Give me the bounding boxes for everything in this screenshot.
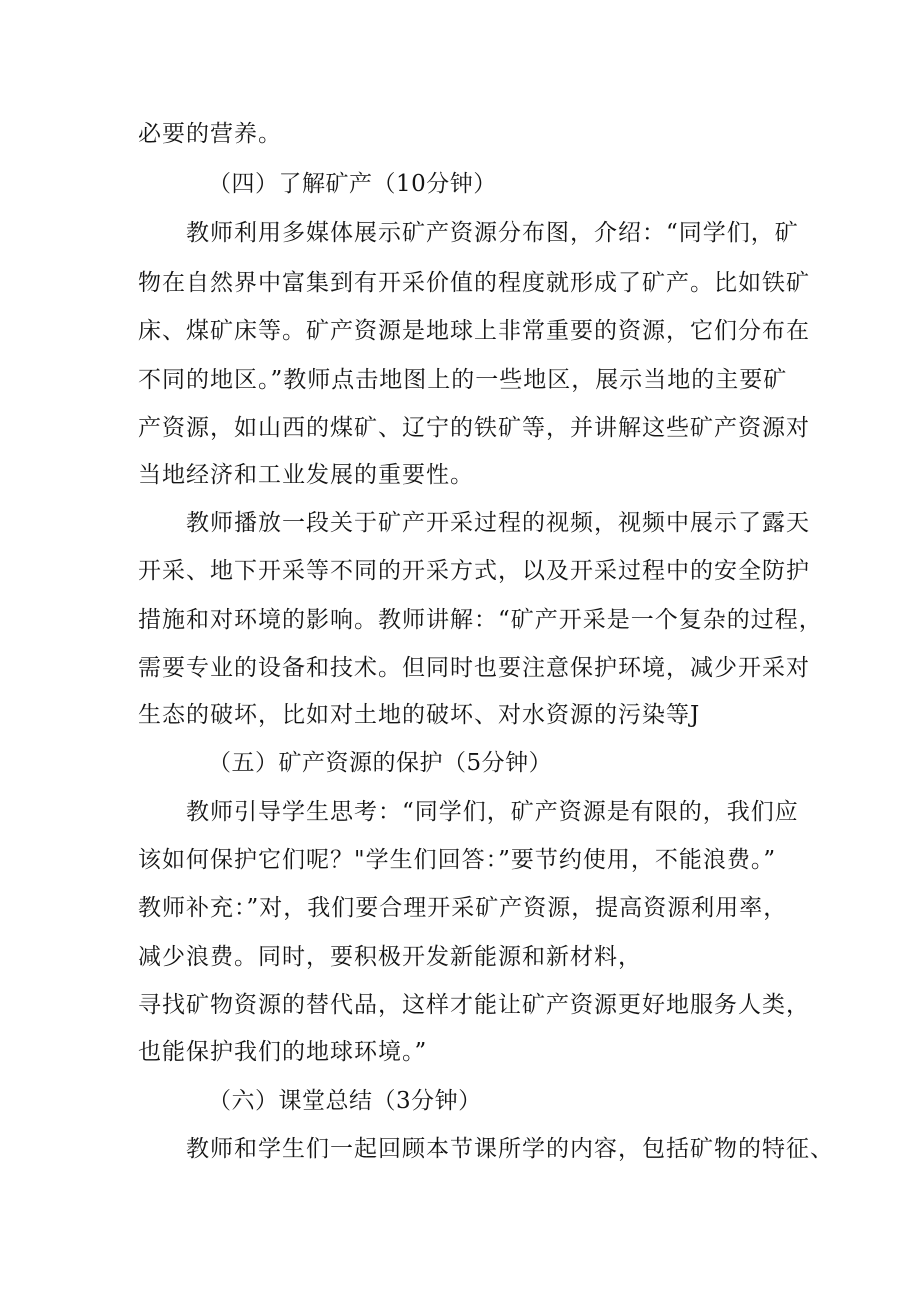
paragraph-line: 产资源，如山西的煤矿、辽宁的铁矿等，并讲解这些矿产资源对 bbox=[138, 415, 810, 441]
paragraph-line: 教师播放一段关于矿产开采过程的视频，视频中展示了露天 bbox=[186, 510, 810, 536]
paragraph-line: 教师和学生们一起回顾本节课所学的内容，包括矿物的特征、 bbox=[186, 1136, 834, 1162]
paragraph-line: 教师引导学生思考：“同学们，矿产资源是有限的，我们应 bbox=[186, 799, 799, 825]
paragraph-line: 也能保护我们的地球环境。” bbox=[138, 1039, 428, 1065]
paragraph-line: 减少浪费。同时，要积极开发新能源和新材料， bbox=[138, 944, 642, 970]
section-heading-four: （四）了解矿产（10分钟） bbox=[208, 171, 497, 197]
paragraph-line: 该如何保护它们呢？"学生们回答：”要节约使用，不能浪费。” bbox=[138, 847, 777, 873]
paragraph-line: 措施和对环境的影响。教师讲解：“矿产开采是一个复杂的过程， bbox=[138, 607, 823, 633]
paragraph-line: 当地经济和工业发展的重要性。 bbox=[138, 462, 474, 488]
section-heading-six: （六）课堂总结（3分钟） bbox=[208, 1088, 482, 1114]
section-heading-five: （五）矿产资源的保护（5分钟） bbox=[208, 750, 553, 776]
paragraph-line: 不同的地区。”教师点击地图上的一些地区，展示当地的主要矿 bbox=[138, 367, 788, 393]
paragraph-line: 教师补充：”对，我们要合理开采矿产资源，提高资源利用率， bbox=[138, 895, 788, 921]
paragraph-line: 必要的营养。 bbox=[138, 121, 282, 147]
paragraph-line: 生态的破坏，比如对土地的破坏、对水资源的污染等J bbox=[138, 702, 701, 728]
paragraph-line: 寻找矿物资源的替代品，这样才能让矿产资源更好地服务人类， bbox=[138, 992, 810, 1018]
paragraph-line: 床、煤矿床等。矿产资源是地球上非常重要的资源，它们分布在 bbox=[138, 318, 810, 344]
paragraph-line: 需要专业的设备和技术。但同时也要注意保护环境，减少开采对 bbox=[138, 655, 810, 681]
paragraph-line: 教师利用多媒体展示矿产资源分布图，介绍：“同学们，矿 bbox=[186, 220, 799, 246]
paragraph-line: 开采、地下开采等不同的开采方式，以及开采过程中的安全防护 bbox=[138, 558, 810, 584]
paragraph-line: 物在自然界中富集到有开采价值的程度就形成了矿产。比如铁矿 bbox=[138, 270, 810, 296]
